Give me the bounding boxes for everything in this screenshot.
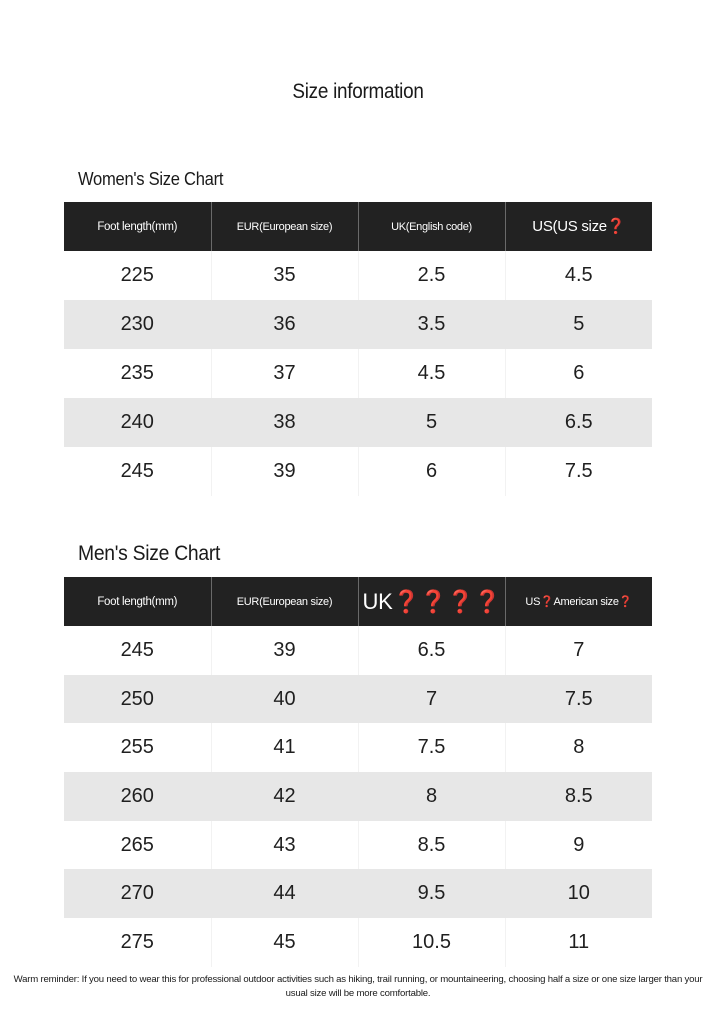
cell-eur: 45 [211, 918, 358, 967]
cell-uk: 7.5 [358, 723, 505, 772]
cell-us: 4.5 [505, 251, 652, 300]
mens-table-body [64, 626, 652, 967]
cell-uk: 3.5 [358, 300, 505, 349]
cell-us: 11 [505, 918, 652, 967]
cell-uk: 10.5 [358, 918, 505, 967]
cell-eur: 40 [211, 675, 358, 724]
cell-foot-length: 245 [64, 447, 211, 496]
cell-us: 7 [505, 626, 652, 675]
table-row [64, 447, 652, 496]
cell-uk: 2.5 [358, 251, 505, 300]
cell-us: 8.5 [505, 772, 652, 821]
table-row [64, 398, 652, 447]
cell-us: 7.5 [505, 447, 652, 496]
table-row [64, 723, 652, 772]
column-header-us: US❓American size❓ [505, 577, 652, 626]
column-header-eur: EUR(European size) [211, 577, 358, 626]
mens-size-table [64, 577, 652, 967]
table-row [64, 626, 652, 675]
cell-uk: 9.5 [358, 869, 505, 918]
cell-eur: 37 [211, 349, 358, 398]
cell-eur: 39 [211, 447, 358, 496]
cell-uk: 6 [358, 447, 505, 496]
cell-us: 7.5 [505, 675, 652, 724]
cell-foot-length: 255 [64, 723, 211, 772]
warm-reminder-note: Warm reminder: If you need to wear this for professional outdoor activities such as hiking, trail running, or mountaineering, choosing half a size or one size larger than your usual size will be more comfortable. [13, 974, 703, 999]
cell-foot-length: 235 [64, 349, 211, 398]
cell-foot-length: 265 [64, 821, 211, 870]
cell-us: 9 [505, 821, 652, 870]
table-row [64, 251, 652, 300]
cell-us: 8 [505, 723, 652, 772]
cell-eur: 36 [211, 300, 358, 349]
cell-foot-length: 270 [64, 869, 211, 918]
cell-uk: 8 [358, 772, 505, 821]
cell-foot-length: 245 [64, 626, 211, 675]
table-row [64, 349, 652, 398]
cell-foot-length: 260 [64, 772, 211, 821]
table-row [64, 300, 652, 349]
cell-uk: 7 [358, 675, 505, 724]
page-title: Size information [292, 80, 424, 103]
womens-table-body [64, 251, 652, 496]
cell-uk: 6.5 [358, 626, 505, 675]
cell-foot-length: 225 [64, 251, 211, 300]
cell-us: 6 [505, 349, 652, 398]
mens-size-chart-heading: Men's Size Chart [78, 542, 221, 565]
cell-foot-length: 240 [64, 398, 211, 447]
table-row [64, 869, 652, 918]
cell-eur: 44 [211, 869, 358, 918]
column-header-uk: UK(English code) [358, 202, 505, 251]
womens-size-chart-heading: Women's Size Chart [78, 169, 224, 189]
column-header-eur: EUR(European size) [211, 202, 358, 251]
table-header-row [64, 577, 652, 626]
cell-us: 10 [505, 869, 652, 918]
cell-foot-length: 275 [64, 918, 211, 967]
cell-us: 5 [505, 300, 652, 349]
cell-eur: 42 [211, 772, 358, 821]
cell-uk: 8.5 [358, 821, 505, 870]
cell-eur: 39 [211, 626, 358, 675]
cell-eur: 38 [211, 398, 358, 447]
cell-eur: 35 [211, 251, 358, 300]
table-row [64, 772, 652, 821]
column-header-us: US(US size❓ [505, 202, 652, 251]
cell-eur: 41 [211, 723, 358, 772]
cell-us: 6.5 [505, 398, 652, 447]
column-header-foot-length: Foot length(mm) [64, 577, 211, 626]
cell-foot-length: 250 [64, 675, 211, 724]
cell-uk: 5 [358, 398, 505, 447]
table-header-row [64, 202, 652, 251]
table-row [64, 918, 652, 967]
womens-size-table [64, 202, 652, 496]
cell-foot-length: 230 [64, 300, 211, 349]
column-header-uk: UK❓❓❓❓ [358, 577, 505, 626]
cell-eur: 43 [211, 821, 358, 870]
column-header-foot-length: Foot length(mm) [64, 202, 211, 251]
table-row [64, 821, 652, 870]
cell-uk: 4.5 [358, 349, 505, 398]
table-row [64, 675, 652, 724]
